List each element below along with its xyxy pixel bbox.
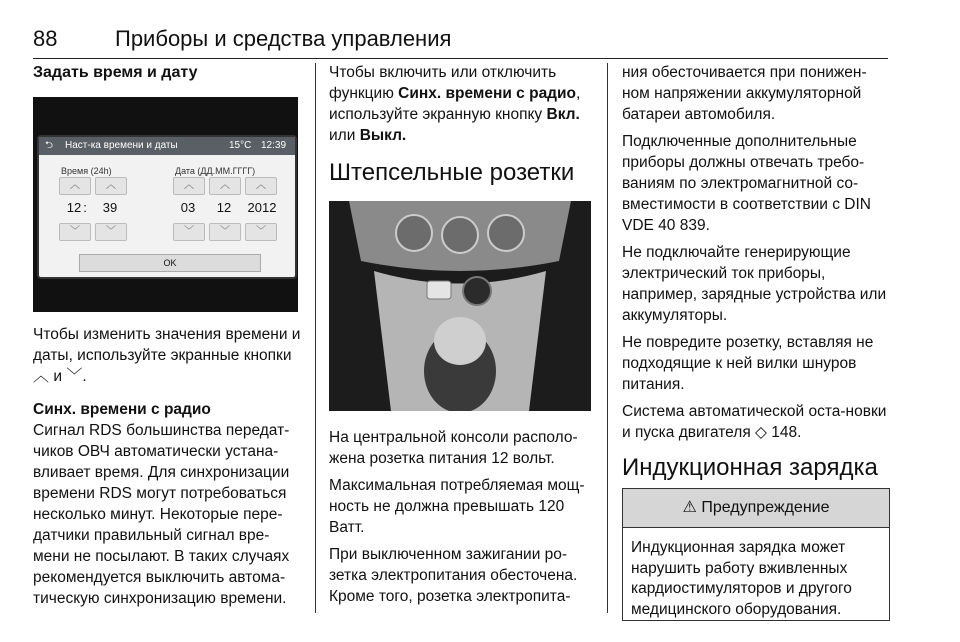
column-3 [622, 62, 890, 621]
paragraph: Максимальная потребляемая мощ-ность не должна превышать 120 Ватт. [329, 477, 585, 536]
paragraph: Сигнал RDS большинства передат-чиков ОВЧ автоматически устана-вливает время. Для синхронизации времени RDS могут потребоваться несколько минут. Некоторые пере-датчики правильный сигнал вре-мени не посылают. В таких случаях рекомендуется выключить автома-тическую синхронизацию времени. [33, 422, 290, 607]
time-colon: : [83, 200, 87, 215]
page-header [33, 22, 888, 59]
paragraph: Чтобы включить или отключить функцию Синх. времени с радио, используйте экранную кнопку Вкл. или Выкл. [329, 64, 581, 144]
paragraph: Не подключайте генерирующие электрический ток приборы, например, зарядные устройства или аккумуляторы. [622, 244, 887, 324]
date-label: Дата (ДД.ММ.ГГГГ) [175, 166, 256, 176]
column-2 [329, 62, 593, 613]
month-down-button: ﹀ [209, 223, 241, 241]
screen-title: Наст-ка времени и даты [65, 140, 178, 151]
hour-up-button: ︿ [59, 177, 91, 195]
month-up-button: ︿ [209, 177, 241, 195]
day-value: 03 [180, 200, 196, 215]
column-1 [33, 62, 303, 615]
chevron-up-icon: ︿ [33, 368, 50, 385]
warning-header: ⚠ Предупреждение [623, 489, 889, 528]
paragraph: На центральной консоли располо-жена розетка питания 12 вольт. [329, 429, 578, 467]
time-date-screen-figure [33, 97, 298, 312]
section-heading: Индукционная зарядка [622, 454, 878, 481]
column-divider [315, 63, 316, 613]
ok-button: OK [79, 254, 261, 272]
back-icon: ⮌ [45, 140, 54, 151]
section-heading: Штепсельные розетки [329, 159, 575, 186]
warning-icon: ⚠ [682, 499, 697, 516]
time-label: Время (24h) [61, 166, 112, 176]
subsection-heading: Синх. времени с радио [33, 401, 211, 418]
paragraph: ния обесточивается при понижен-ном напряжении аккумуляторной батареи автомобиля. [622, 64, 867, 123]
console-socket-photo [329, 201, 591, 411]
console-illustration [329, 201, 591, 411]
minute-up-button: ︿ [95, 177, 127, 195]
year-up-button: ︿ [245, 177, 277, 195]
hour-value: 12 [66, 200, 82, 215]
paragraph: Чтобы изменить значения времени и даты, используйте экранные кнопки ︿ и ﹀. [33, 326, 301, 385]
minute-value: 39 [102, 200, 118, 215]
clock: 12:39 [261, 140, 287, 151]
page-title: Приборы и средства управления [115, 26, 452, 51]
month-value: 12 [216, 200, 232, 215]
warning-text: Индукционная зарядка может нарушить работу вживленных кардиостимуляторов и другого медицинского оборудования. [631, 539, 852, 618]
section-heading: Задать время и дату [33, 64, 198, 81]
chevron-down-icon: ﹀ [66, 368, 83, 385]
year-value: 2012 [247, 200, 277, 215]
day-down-button: ﹀ [173, 223, 205, 241]
paragraph: Не повредите розетку, вставляя не подходящие к ней вилки шнуров питания. [622, 334, 874, 393]
paragraph: Система автоматической оста-новки и пуска двигателя ◇ 148. [622, 403, 887, 441]
temperature: 15°C [229, 140, 252, 151]
day-up-button: ︿ [173, 177, 205, 195]
column-divider [607, 63, 608, 613]
year-down-button: ﹀ [245, 223, 277, 241]
paragraph: Подключенные дополнительные приборы должны отвечать требо-ваниям по электромагнитной со-вместимости в соответствии с DIN VDE 40 839. [622, 133, 871, 234]
warning-box [622, 488, 890, 621]
screen-titlebar [39, 137, 295, 155]
hour-down-button: ﹀ [59, 223, 91, 241]
page-reference-icon: ◇ [755, 424, 767, 441]
minute-down-button: ﹀ [95, 223, 127, 241]
settings-screen [37, 135, 297, 279]
page-number: 88 [33, 26, 58, 51]
paragraph: При выключенном зажигании ро-зетка электропитания обесточена. Кроме того, розетка электропита- [329, 546, 578, 605]
